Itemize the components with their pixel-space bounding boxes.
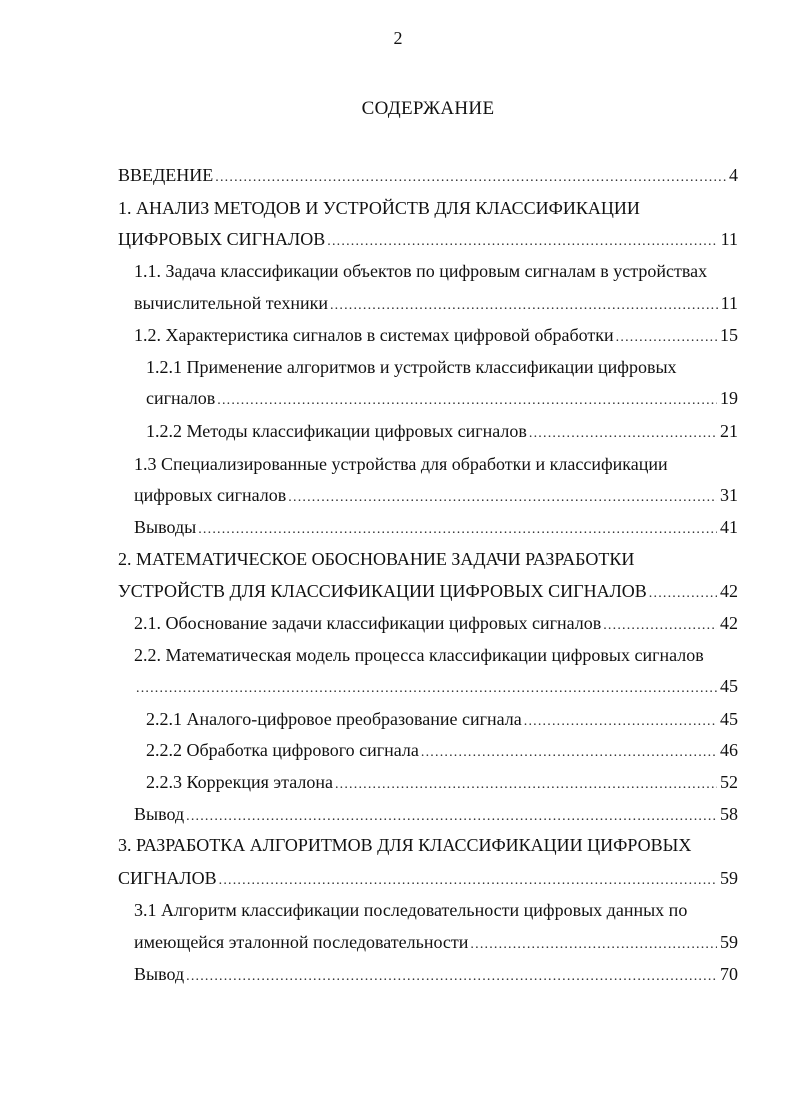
- toc-entry-page: 15: [720, 325, 738, 345]
- toc-entry-conclusions-1[interactable]: [134, 512, 738, 542]
- toc-entry-chapter-3-cont[interactable]: [118, 863, 738, 893]
- dot-leader: [603, 611, 717, 641]
- toc-entry-page: 59: [720, 868, 738, 888]
- toc-entry-text: Выводы: [134, 517, 197, 537]
- dot-leader: [327, 227, 717, 257]
- toc-entry-page: 11: [720, 293, 738, 313]
- toc-entry-section-1-3-cont[interactable]: [134, 480, 738, 510]
- toc-entry-text: сигналов: [146, 388, 216, 408]
- dot-leader: [186, 962, 717, 992]
- toc-entry-section-2-1[interactable]: [134, 608, 738, 638]
- dot-leader: [215, 163, 726, 193]
- toc-entry-text: 1.1. Задача классификации объектов по цифровым сигналам в устройствах: [134, 261, 708, 281]
- toc-entry-page: 70: [720, 964, 738, 984]
- toc-entry-text: 1.2. Характеристика сигналов в системах цифровой обработки: [134, 325, 614, 345]
- dot-leader: [524, 707, 717, 737]
- toc-entry-text: 2. МАТЕМАТИЧЕСКОЕ ОБОСНОВАНИЕ ЗАДАЧИ РАЗРАБОТКИ: [118, 549, 635, 569]
- toc-entry-page: 46: [720, 740, 738, 760]
- dot-leader: [335, 770, 717, 800]
- toc-entry-text: УСТРОЙСТВ ДЛЯ КЛАССИФИКАЦИИ ЦИФРОВЫХ СИГНАЛОВ: [118, 581, 647, 601]
- toc-entry-section-2-2-1[interactable]: [146, 704, 738, 734]
- toc-entry-text: ЦИФРОВЫХ СИГНАЛОВ: [118, 229, 326, 249]
- toc-entry-section-1-1-cont[interactable]: [134, 288, 738, 318]
- toc-entry-conclusion-3[interactable]: [134, 959, 738, 989]
- toc-title: СОДЕРЖАНИЕ: [361, 98, 495, 119]
- toc-entry-text: Вывод: [134, 804, 185, 824]
- toc-entry-text: 2.2.3 Коррекция эталона: [146, 772, 333, 792]
- toc-entry-text: СИГНАЛОВ: [118, 868, 217, 888]
- toc-entry-section-2-2-3[interactable]: [146, 767, 738, 797]
- toc-entry-page: 52: [720, 772, 738, 792]
- toc-entry-section-3-1-cont[interactable]: [134, 927, 738, 957]
- toc-entry-text: 3. РАЗРАБОТКА АЛГОРИТМОВ ДЛЯ КЛАССИФИКАЦИИ ЦИФРОВЫХ: [118, 835, 692, 855]
- dot-leader: [219, 866, 717, 896]
- toc-entry-text: вычислительной техники: [134, 293, 328, 313]
- toc-entry-page: 45: [720, 709, 738, 729]
- toc-entry-page: 59: [720, 932, 738, 952]
- dot-leader: [649, 579, 717, 609]
- toc-entry-page: 19: [720, 388, 738, 408]
- toc-entry-text: Вывод: [134, 964, 185, 984]
- toc-entry-text: 1.2.1 Применение алгоритмов и устройств классификации цифровых: [146, 357, 677, 377]
- toc-entry-section-1-3[interactable]: [134, 449, 738, 479]
- toc-entry-introduction[interactable]: [118, 160, 738, 190]
- toc-entry-chapter-1-cont[interactable]: [118, 224, 738, 254]
- toc-entry-page: 45: [720, 676, 738, 696]
- toc-entry-chapter-2-cont[interactable]: [118, 576, 738, 606]
- dot-leader: [330, 291, 718, 321]
- toc-entry-chapter-1[interactable]: [118, 193, 738, 223]
- dot-leader: [529, 419, 717, 449]
- toc-entry-section-1-2-1[interactable]: [146, 352, 738, 382]
- toc-entry-text: 1.3 Специализированные устройства для обработки и классификации: [134, 454, 668, 474]
- toc-entry-section-2-2-2[interactable]: [146, 735, 738, 765]
- toc-entry-section-1-1[interactable]: [134, 256, 738, 286]
- toc-entry-text: 3.1 Алгоритм классификации последовательности цифровых данных по: [134, 900, 688, 920]
- dot-leader: [217, 386, 717, 416]
- toc-entry-text: 2.2.1 Аналого-цифровое преобразование сигнала: [146, 709, 522, 729]
- dot-leader: [136, 674, 717, 704]
- toc-entry-page: 4: [729, 165, 738, 185]
- toc-entry-text: 2.2.2 Обработка цифрового сигнала: [146, 740, 419, 760]
- dot-leader: [421, 738, 717, 768]
- toc-entry-page: 31: [720, 485, 738, 505]
- toc-entry-text: цифровых сигналов: [134, 485, 287, 505]
- toc-entry-section-2-2[interactable]: [134, 640, 738, 670]
- dot-leader: [186, 802, 717, 832]
- toc-entry-section-2-2-cont[interactable]: [134, 671, 738, 701]
- page-number: 2: [393, 28, 403, 48]
- dot-leader: [288, 483, 717, 513]
- toc-entry-page: 11: [720, 229, 738, 249]
- toc-entry-section-1-2[interactable]: [134, 320, 738, 350]
- toc-entry-text: 2.1. Обоснование задачи классификации цифровых сигналов: [134, 613, 602, 633]
- toc-entry-section-1-2-2[interactable]: [146, 416, 738, 446]
- toc-entry-text: 1. АНАЛИЗ МЕТОДОВ И УСТРОЙСТВ ДЛЯ КЛАССИФИКАЦИИ: [118, 198, 640, 218]
- toc-entry-text: ВВЕДЕНИЕ: [118, 165, 214, 185]
- toc-entry-chapter-2[interactable]: [118, 544, 738, 574]
- toc-entry-page: 42: [720, 581, 738, 601]
- toc-entry-page: 41: [720, 517, 738, 537]
- toc-entry-chapter-3[interactable]: [118, 830, 738, 860]
- dot-leader: [470, 930, 717, 960]
- toc-entry-section-1-2-1-cont[interactable]: [146, 383, 738, 413]
- dot-leader: [198, 515, 717, 545]
- toc-entry-text: 1.2.2 Методы классификации цифровых сигналов: [146, 421, 527, 441]
- dot-leader: [616, 323, 717, 353]
- toc-entry-page: 42: [720, 613, 738, 633]
- toc-entry-conclusion-2[interactable]: [134, 799, 738, 829]
- toc-entry-section-3-1[interactable]: [134, 895, 738, 925]
- toc-entry-text: имеющейся эталонной последовательности: [134, 932, 469, 952]
- toc-entry-text: 2.2. Математическая модель процесса классификации цифровых сигналов: [134, 645, 704, 665]
- toc-entry-page: 58: [720, 804, 738, 824]
- toc-entry-page: 21: [720, 421, 738, 441]
